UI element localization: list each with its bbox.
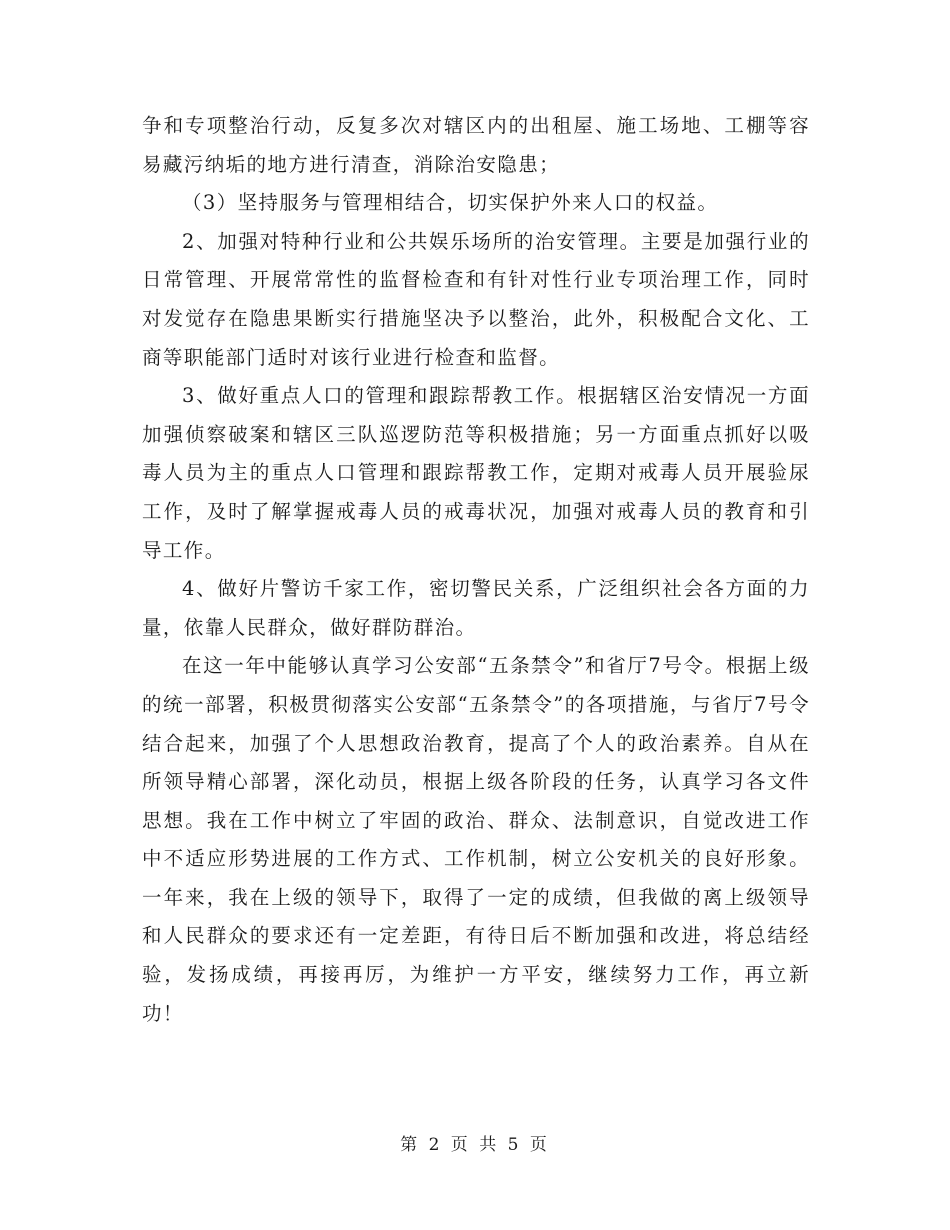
page-number: 第 2 页 共 5 页 [400,1135,550,1155]
paragraph-summary: 在这一年中能够认真学习公安部“五条禁令”和省厅7号令。根据上级的统一部署，积极贯彻落实公安部“五条禁令”的各项措施，与省厅7号令结合起来，加强了个人思想政治教育，提高了个人的政治素养。自从在所领导精心部署，深化动员，根据上级各阶段的任务，认真学习各文件思想。我在工作中树立了牢固的政治、群众、法制意识，自觉改进工作中不适应形势进展的工作方式、工作机制，树立公安机关的良好形象。一年来，我在上级的领导下，取得了一定的成绩，但我做的离上级领导和人民群众的要求还有一定差距，有待日后不断加强和改进，将总结经验，发扬成绩，再接再厉，为维护一方平安，继续努力工作，再立新功！ [142,654,810,1025]
paragraph-section-3: 3、做好重点人口的管理和跟踪帮教工作。根据辖区治安情况一方面加强侦察破案和辖区三队巡逻防范等积极措施；另一方面重点抓好以吸毒人员为主的重点人口管理和跟踪帮教工作，定期对戒毒人员开展验尿工作，及时了解掌握戒毒人员的戒毒状况，加强对戒毒人员的教育和引导工作。 [142,384,810,562]
paragraph-section-2: 2、加强对特种行业和公共娱乐场所的治安管理。主要是加强行业的日常管理、开展常常性的监督检查和有针对性行业专项治理工作，同时对发觉存在隐患果断实行措施坚决予以整治，此外，积极配合文化、工商等职能部门适时对该行业进行检查和监督。 [142,229,810,369]
paragraph-continued: 争和专项整治行动，反复多次对辖区内的出租屋、施工场地、工棚等容易藏污纳垢的地方进行清查，消除治安隐患； [142,114,810,176]
document-body [142,107,810,1033]
paragraph-section-4: 4、做好片警访千家工作，密切警民关系，广泛组织社会各方面的力量，依靠人民群众，做好群防群治。 [142,577,810,639]
page-footer [0,1130,950,1155]
paragraph-item-3: （3）坚持服务与管理相结合，切实保护外来人口的权益。 [182,191,719,215]
